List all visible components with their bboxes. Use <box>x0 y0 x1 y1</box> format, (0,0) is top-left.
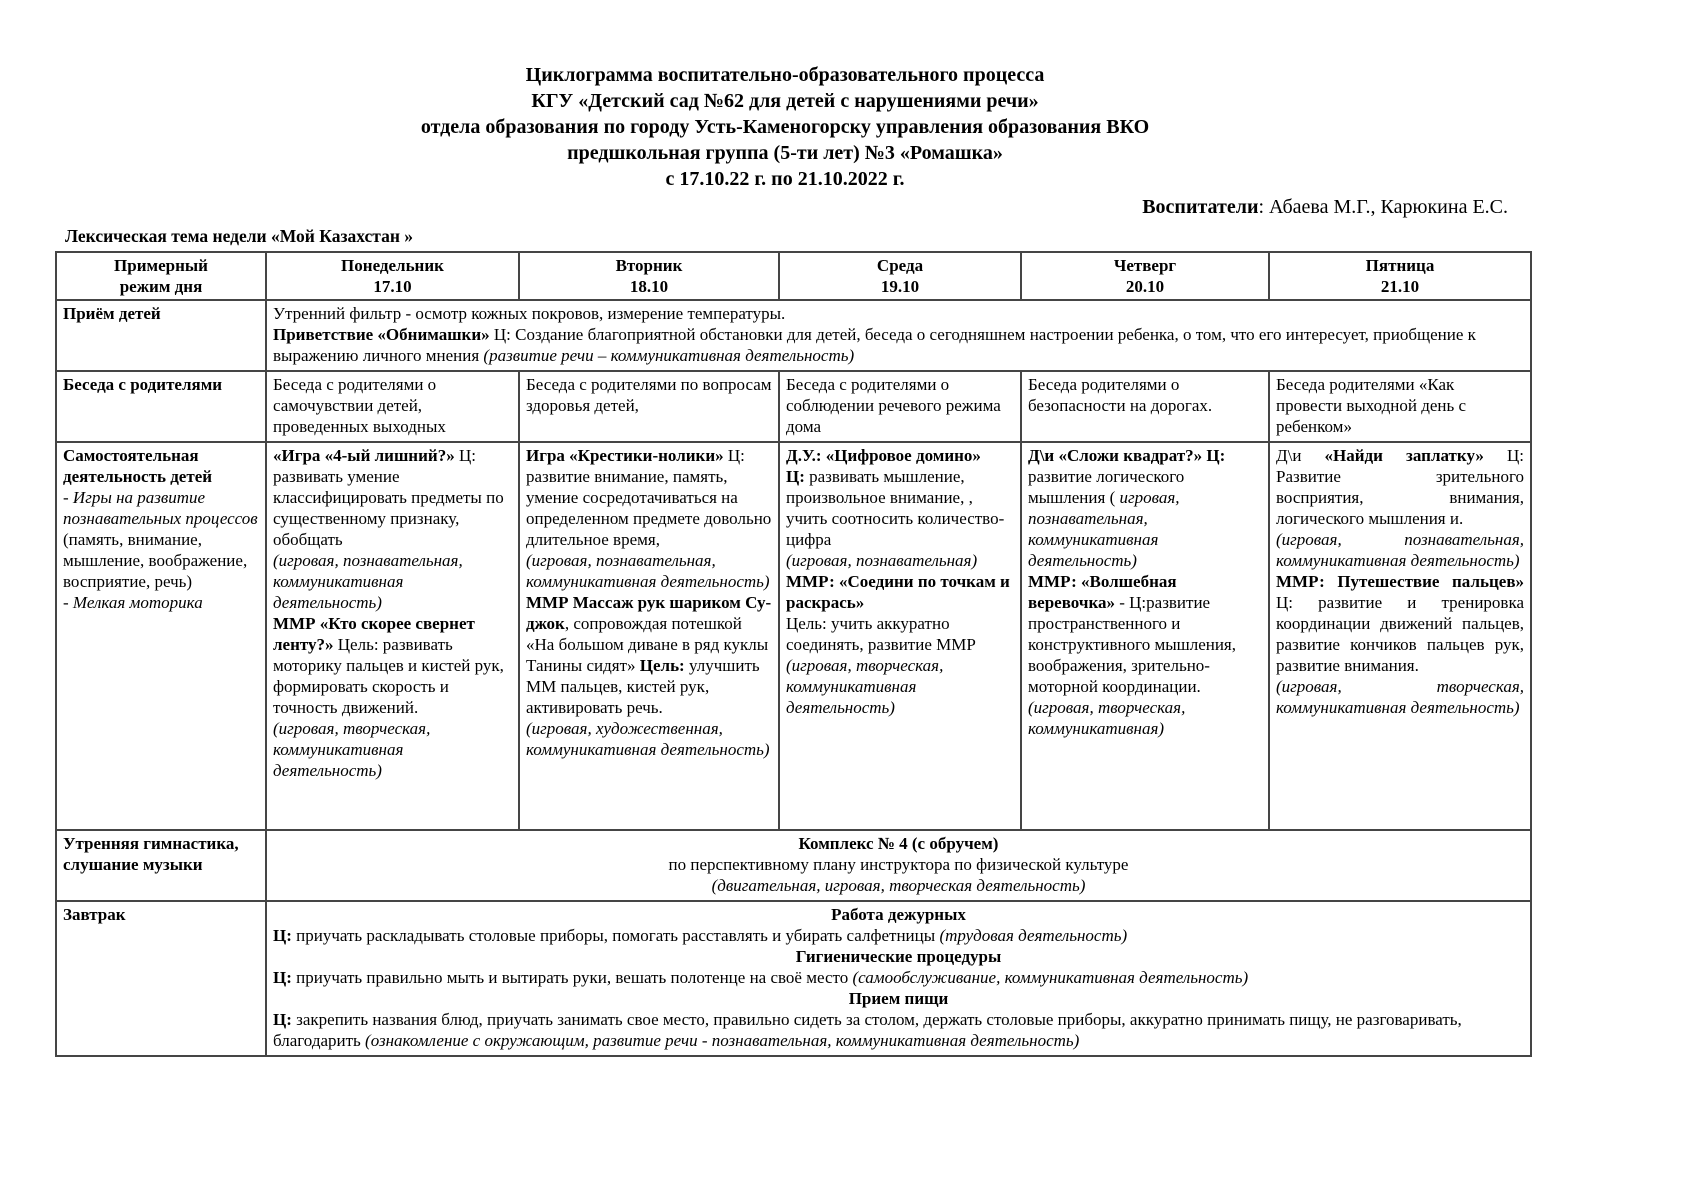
row-gymnastics <box>56 830 1531 901</box>
doc-title-line-1: Циклограмма воспитательно-образовательного процесса <box>525 64 1045 86</box>
row-label-independent-activity: Самостоятельная деятельность детей - Игры на развитие познавательных процессов (память, внимание, мышление, воображение, восприятие, речь) - Мелкая моторика <box>56 442 266 830</box>
col-header-date: 20.10 <box>1125 277 1165 296</box>
col-header-date: 19.10 <box>880 277 920 296</box>
col-header-title: Примерный <box>114 256 208 275</box>
cell-parents-friday: Беседа родителями «Как провести выходной день с ребенком» <box>1269 371 1531 442</box>
row-label-reception: Приём детей <box>56 300 266 371</box>
col-header-wednesday <box>779 252 1021 300</box>
cell-parents-wednesday: Беседа с родителями о соблюдении речевого режима дома <box>779 371 1021 442</box>
lexical-theme: Лексическая тема недели «Мой Казахстан » <box>65 226 414 246</box>
cell-parents-tuesday: Беседа с родителями по вопросам здоровья детей, <box>519 371 779 442</box>
cell-independent-wednesday: Д.У.: «Цифровое домино» Ц: развивать мышление, произвольное внимание, , учить соотносить количество-цифра (игровая, познавательная) ММР: «Соедини по точкам и раскрась» Цель: учить аккуратно соединять, развитие ММР (игровая, творческая, коммуникативная деятельность) <box>779 442 1021 830</box>
row-label-breakfast: Завтрак <box>56 901 266 1056</box>
col-header-monday <box>266 252 519 300</box>
col-header-title: Четверг <box>1113 256 1177 275</box>
col-header-date: 21.10 <box>1380 277 1420 296</box>
row-label-parents-talk: Беседа с родителями <box>56 371 266 442</box>
doc-title-line-2: КГУ «Детский сад №62 для детей с нарушениями речи» <box>531 90 1039 112</box>
cell-independent-tuesday: Игра «Крестики-нолики» Ц: развитие внимание, память, умение сосредотачиваться на определенном предмете довольно длительное время, (игровая, познавательная, коммуникативная деятельность) ММР Массаж рук шариком Су-джок, сопровождая потешкой «На большом диване в ряд куклы Танины сидят» Цель: улучшить ММ пальцев, кистей рук, активировать речь. (игровая, художественная, коммуникативная деятельность) <box>519 442 779 830</box>
row-label-gymnastics: Утренняя гимнастика, слушание музыки <box>56 830 266 901</box>
cell-reception-all-days: Утренний фильтр - осмотр кожных покровов, измерение температуры. Приветствие «Обнимашки» Ц: Создание благоприятной обстановки для детей, беседа о сегодняшнем настроении ребенка, о том, что его интересует, приобщение к выражению личного мнения (развитие речи – коммуникативная деятельность) <box>266 300 1531 371</box>
cell-independent-thursday: Д\и «Сложи квадрат?» Ц: развитие логического мышления ( игровая, познавательная, коммуникативная деятельность) ММР: «Волшебная веревочка» - Ц:развитие пространственного и конструктивного мышления, воображения, зрительно-моторной координации. (игровая, творческая, коммуникативная) <box>1021 442 1269 830</box>
col-header-subtitle: режим дня <box>119 277 203 296</box>
cell-parents-monday: Беседа с родителями о самочувствии детей, проведенных выходных <box>266 371 519 442</box>
row-breakfast <box>56 901 1531 1056</box>
col-header-date: 17.10 <box>373 277 412 296</box>
schedule-table <box>55 251 1532 1057</box>
doc-title-line-5: с 17.10.22 г. по 21.10.2022 г. <box>665 168 905 190</box>
doc-title-line-3: отдела образования по городу Усть-Каменогорску управления образования ВКО <box>420 116 1150 138</box>
cell-gymnastics-all-days: Комплекс № 4 (с обручем) по перспективному плану инструктора по физической культуре (двигательная, игровая, творческая деятельность) <box>266 830 1531 901</box>
row-reception <box>56 300 1531 371</box>
document-header <box>0 0 1570 192</box>
cell-parents-thursday: Беседа родителями о безопасности на дорогах. <box>1021 371 1269 442</box>
teachers-label: Воспитатели <box>1142 196 1259 218</box>
header-row <box>56 252 1531 300</box>
col-header-date: 18.10 <box>629 277 669 296</box>
col-header-title: Среда <box>876 256 924 275</box>
col-header-tuesday <box>519 252 779 300</box>
col-header-title: Пятница <box>1365 256 1435 275</box>
cell-independent-friday: Д\и «Найди заплатку» Ц: Развитие зрительного восприятия, внимания, логического мышления и. (игровая, познавательная, коммуникативная деятельность) ММР: Путешествие пальцев» Ц: развитие и тренировка координации движений пальцев, развитие кончиков пальцев рук, развитие внимания. (игровая, творческая, коммуникативная деятельность) <box>1269 442 1531 830</box>
doc-title-line-4: предшкольная группа (5-ти лет) №3 «Ромашка» <box>567 142 1003 164</box>
col-header-title: Понедельник <box>341 256 444 275</box>
col-header-regime <box>56 252 266 300</box>
col-header-thursday <box>1021 252 1269 300</box>
col-header-title: Вторник <box>615 256 683 275</box>
cell-breakfast-all-days: Работа дежурных Ц: приучать раскладывать столовые приборы, помогать расставлять и убирать салфетницы (трудовая деятельность) Гигиенические процедуры Ц: приучать правильно мыть и вытирать руки, вешать полотенце на своё место (самообслуживание, коммуникативная деятельность) Прием пищи Ц: закрепить названия блюд, приучать занимать свое место, правильно сидеть за столом, держать столовые приборы, аккуратно принимать пищу, не разговаривать, благодарить (ознакомление с окружающим, развитие речи - познавательная, коммуникативная деятельность) <box>266 901 1531 1056</box>
col-header-friday <box>1269 252 1531 300</box>
row-independent-activity <box>56 442 1531 830</box>
teachers-line <box>0 194 1570 220</box>
row-parents-talk <box>56 371 1531 442</box>
teachers-value: : Абаева М.Г., Карюкина Е.С. <box>1258 196 1508 218</box>
cell-independent-monday: «Игра «4-ый лишний?» Ц: развивать умение классифицировать предметы по существенному признаку, обобщать (игровая, познавательная, коммуникативная деятельность) ММР «Кто скорее свернет ленту?» Цель: развивать моторику пальцев и кистей рук, формировать скорость и точность движений. (игровая, творческая, коммуникативная деятельность) <box>266 442 519 830</box>
